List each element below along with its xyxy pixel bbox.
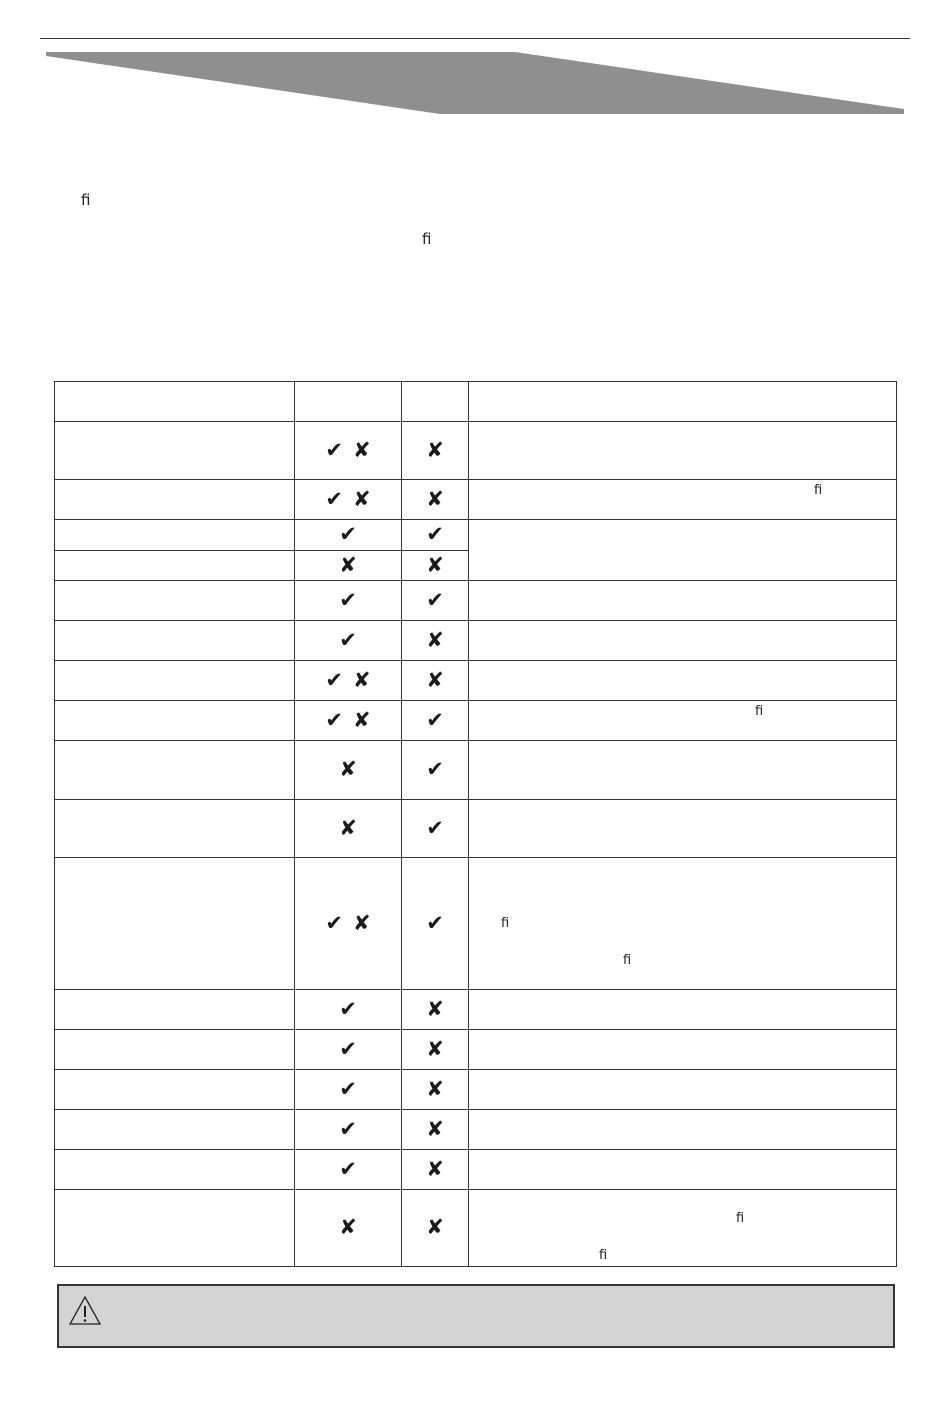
warning-triangle-icon [69, 1295, 103, 1327]
support-cell-b [402, 520, 469, 551]
note-ligature: ﬁ [501, 916, 510, 931]
table-row [55, 858, 897, 990]
note-cell [469, 1150, 897, 1190]
table-row [55, 990, 897, 1030]
section-banner [0, 0, 950, 130]
note-cell [469, 1110, 897, 1150]
cross-mark-icon: ✘ [426, 1215, 444, 1239]
note-cell [469, 621, 897, 661]
support-cell-a [295, 1110, 402, 1150]
support-cell-a [295, 1070, 402, 1110]
table-row [55, 382, 897, 422]
note-cell [469, 701, 897, 741]
support-cell-a [295, 858, 402, 990]
support-cell-b [402, 480, 469, 520]
row-label-cell [55, 422, 295, 480]
row-label-cell [55, 621, 295, 661]
table-row [55, 480, 897, 520]
table-row [55, 1110, 897, 1150]
support-cell-a [295, 800, 402, 858]
table-row [55, 741, 897, 800]
note-cell [469, 990, 897, 1030]
cross-mark-icon: ✘ [353, 437, 371, 462]
note-cell [469, 480, 897, 520]
check-mark-icon: ✔ [325, 910, 343, 935]
note-ligature: ﬁ [755, 704, 764, 719]
note-cell [469, 382, 897, 422]
check-mark-icon: ✔ [339, 587, 357, 612]
row-label-cell [55, 990, 295, 1030]
compatibility-table [54, 381, 897, 1267]
support-cell-a [295, 661, 402, 701]
support-cell-b [402, 382, 469, 422]
table-row [55, 661, 897, 701]
note-cell [469, 1070, 897, 1110]
cross-mark-icon: ✘ [426, 627, 444, 652]
note-cell [469, 741, 897, 800]
note-cell [469, 661, 897, 701]
cross-mark-icon: ✘ [339, 552, 357, 577]
cross-mark-icon: ✘ [426, 667, 444, 692]
table-row [55, 520, 897, 551]
support-cell-b [402, 551, 469, 581]
check-mark-icon: ✔ [325, 707, 343, 732]
support-cell-b [402, 741, 469, 800]
table-row [55, 581, 897, 621]
row-label-cell [55, 520, 295, 551]
support-cell-b [402, 858, 469, 990]
cross-mark-icon: ✘ [339, 815, 357, 840]
check-mark-icon: ✔ [426, 522, 444, 546]
cross-mark-icon: ✘ [426, 486, 444, 511]
support-cell-a [295, 551, 402, 581]
cross-mark-icon: ✘ [426, 437, 444, 462]
note-ligature: ﬁ [599, 1248, 608, 1263]
support-cell-a [295, 520, 402, 551]
table-row [55, 1150, 897, 1190]
check-mark-icon: ✔ [339, 1036, 357, 1061]
support-cell-a [295, 1150, 402, 1190]
support-cell-b [402, 581, 469, 621]
table-row [55, 621, 897, 661]
cross-mark-icon: ✘ [426, 552, 444, 577]
support-cell-b [402, 621, 469, 661]
support-cell-a [295, 422, 402, 480]
row-label-cell [55, 1030, 295, 1070]
check-mark-icon: ✔ [339, 627, 357, 652]
cross-mark-icon: ✘ [426, 1036, 444, 1061]
row-label-cell [55, 701, 295, 741]
row-label-cell [55, 741, 295, 800]
support-cell-a [295, 741, 402, 800]
support-cell-b [402, 701, 469, 741]
check-mark-icon: ✔ [426, 707, 444, 732]
note-ligature: ﬁ [623, 953, 632, 968]
check-mark-icon: ✔ [339, 1156, 357, 1181]
cross-mark-icon: ✘ [339, 1215, 357, 1239]
note-cell [469, 1190, 897, 1267]
support-cell-b [402, 990, 469, 1030]
support-cell-b [402, 1070, 469, 1110]
check-mark-icon: ✔ [339, 1076, 357, 1101]
note-cell [469, 858, 897, 990]
note-cell [469, 1030, 897, 1070]
table-row [55, 800, 897, 858]
check-mark-icon: ✔ [325, 486, 343, 511]
check-mark-icon: ✔ [339, 996, 357, 1021]
table-row [55, 701, 897, 741]
cross-mark-icon: ✘ [426, 1116, 444, 1141]
support-cell-a [295, 990, 402, 1030]
cross-mark-icon: ✘ [426, 1156, 444, 1181]
support-cell-b [402, 1150, 469, 1190]
lead-ligature-2: ﬁ [422, 230, 432, 248]
row-label-cell [55, 581, 295, 621]
check-mark-icon: ✔ [325, 667, 343, 692]
cross-mark-icon: ✘ [353, 667, 371, 692]
check-mark-icon: ✔ [426, 757, 444, 781]
support-cell-b [402, 661, 469, 701]
row-label-cell [55, 480, 295, 520]
row-label-cell [55, 382, 295, 422]
table-row [55, 422, 897, 480]
row-label-cell [55, 800, 295, 858]
support-cell-a [295, 1030, 402, 1070]
note-cell [469, 581, 897, 621]
support-cell-a [295, 480, 402, 520]
table-row [55, 1190, 897, 1267]
note-ligature: ﬁ [814, 483, 823, 498]
row-label-cell [55, 1150, 295, 1190]
row-label-cell [55, 1110, 295, 1150]
note-cell [469, 520, 897, 581]
support-cell-a [295, 581, 402, 621]
support-cell-b [402, 1030, 469, 1070]
check-mark-icon: ✔ [339, 1116, 357, 1141]
support-cell-b [402, 1190, 469, 1267]
warning-box [57, 1284, 895, 1348]
support-cell-b [402, 422, 469, 480]
cross-mark-icon: ✘ [353, 910, 371, 935]
note-cell [469, 800, 897, 858]
check-mark-icon: ✔ [339, 522, 357, 546]
row-label-cell [55, 551, 295, 581]
cross-mark-icon: ✘ [426, 1076, 444, 1101]
cross-mark-icon: ✘ [426, 996, 444, 1021]
support-cell-b [402, 1110, 469, 1150]
note-cell [469, 422, 897, 480]
row-label-cell [55, 661, 295, 701]
table-row [55, 1030, 897, 1070]
row-label-cell [55, 1070, 295, 1110]
row-label-cell [55, 1190, 295, 1267]
row-label-cell [55, 858, 295, 990]
check-mark-icon: ✔ [426, 910, 444, 935]
support-cell-a [295, 382, 402, 422]
support-cell-a [295, 621, 402, 661]
support-cell-b [402, 800, 469, 858]
check-mark-icon: ✔ [426, 587, 444, 612]
support-cell-a [295, 1190, 402, 1267]
check-mark-icon: ✔ [426, 815, 444, 840]
table-row [55, 1070, 897, 1110]
lead-ligature-1: ﬁ [81, 191, 91, 209]
cross-mark-icon: ✘ [339, 757, 357, 781]
cross-mark-icon: ✘ [353, 486, 371, 511]
cross-mark-icon: ✘ [353, 707, 371, 732]
note-ligature: ﬁ [736, 1211, 745, 1226]
support-cell-a [295, 701, 402, 741]
check-mark-icon: ✔ [325, 437, 343, 462]
